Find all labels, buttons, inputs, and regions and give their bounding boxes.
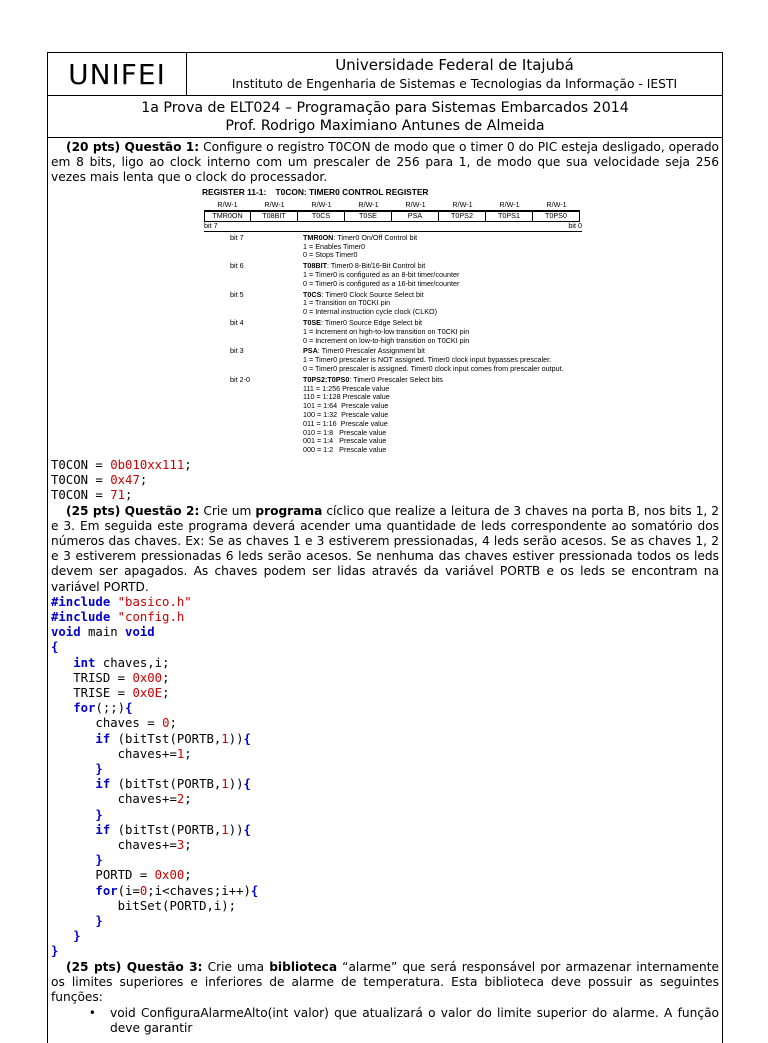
t0con-register-figure xyxy=(202,188,586,455)
bit-description xyxy=(303,376,586,455)
bit-field-name: PSA xyxy=(303,346,318,356)
register-bit-name: T0PS2 xyxy=(439,211,486,222)
register-rw: R/W-1 xyxy=(298,201,345,211)
bit-field-name: T0PS2:T0PS0 xyxy=(303,374,350,384)
question-3-text-rest: “alarme” que será responsável por armazenar internamente os limites superiores e inferiores de alarme de temperatura. Esta biblioteca deve possuir as seguintes funções: xyxy=(51,959,719,1005)
register-bit-name: T0PS1 xyxy=(486,211,533,222)
bit-left-label: bit 7 xyxy=(204,221,218,230)
register-rw: R/W-1 xyxy=(439,201,486,211)
register-rw: R/W-1 xyxy=(204,201,251,211)
bullet-icon: • xyxy=(88,1006,96,1021)
answer-end: ; xyxy=(184,457,192,472)
register-rw: R/W-1 xyxy=(486,201,533,211)
register-label: REGISTER 11-1: xyxy=(202,186,267,197)
bit-option: 1 = Enables Timer0 xyxy=(303,241,366,251)
answer-line xyxy=(51,458,719,473)
bit-field-desc: : Timer0 Prescaler Assignment bit xyxy=(317,346,425,356)
answer-line xyxy=(51,488,719,503)
bit-description xyxy=(303,262,586,288)
register-title xyxy=(202,188,586,197)
bit-field-desc: : Timer0 On/Off Control bit xyxy=(333,232,418,242)
answer-lhs: T0CON = xyxy=(51,488,111,503)
institute-name: Instituto de Engenharia de Sistemas e Tecnologias da Informação - IESTI xyxy=(231,77,678,91)
bullet-text: void ConfiguraAlarmeAlto(int valor) que atualizará o valor do limite superior do alarme. A função deve garantir xyxy=(110,1006,719,1036)
bit-option: 001 = 1:4 Prescale value xyxy=(303,436,387,446)
bit-option: 0 = Increment on low-to-high transition on T0CKI pin xyxy=(303,335,470,345)
bit-description xyxy=(303,319,586,345)
register-rw: R/W-1 xyxy=(392,201,439,211)
bit-option: 100 = 1:32 Prescale value xyxy=(303,409,389,419)
bit-description xyxy=(303,291,586,317)
bit-field-name: T08BIT xyxy=(303,261,327,271)
bit-descriptions xyxy=(202,234,586,455)
bit-option: 0 = Timer0 is configured as a 16-bit timer/counter xyxy=(303,278,460,288)
question-2-text: Crie um xyxy=(203,503,256,518)
question-3-bold: biblioteca xyxy=(269,959,338,974)
question-3-text: Crie uma xyxy=(207,959,270,974)
register-bit-name: T0CS xyxy=(298,211,345,222)
answer-value: 71 xyxy=(110,488,126,503)
register-name: T0CON: TIMER0 CONTROL REGISTER xyxy=(275,186,429,197)
answer-lhs: T0CON = xyxy=(51,457,111,472)
question-2-bold: programa xyxy=(255,503,323,518)
question-2-points: (25 pts) Questão 2: xyxy=(66,503,200,518)
register-bit-row xyxy=(202,234,586,260)
answer-value: 0x47 xyxy=(110,473,140,488)
question-3-points: (25 pts) Questão 3: xyxy=(66,959,203,974)
question-1-text: Configure o registro T0CON de modo que o timer 0 do PIC esteja desligado, operado em 8 bits, ligo ao clock interno com um prescaler de 256 para 1, de modo que sua velocidade seja 256 vezes mais lenta que o clock do processador. xyxy=(51,140,720,185)
answer-line xyxy=(51,473,719,488)
question-1-answers xyxy=(51,458,719,504)
professor-name: Prof. Rodrigo Maximiano Antunes de Almeida xyxy=(225,118,545,134)
bit-option: 011 = 1:16 Prescale value xyxy=(303,418,388,428)
bit-number: bit 3 xyxy=(230,346,244,356)
register-bit-row xyxy=(202,262,586,288)
bit-option: 0 = Stops Timer0 xyxy=(303,250,358,260)
university-name: Universidade Federal de Itajubá xyxy=(335,56,574,74)
question-3 xyxy=(51,960,719,1006)
register-bit-name: T08BIT xyxy=(251,211,298,222)
answer-lhs: T0CON = xyxy=(51,473,111,488)
register-bit-row xyxy=(202,319,586,345)
bit-field-name: TMR0ON xyxy=(303,232,334,242)
register-bit-name: PSA xyxy=(392,211,439,222)
register-bit-name: T0SE xyxy=(345,211,392,222)
bit-option: 1 = Increment on high-to-low transition on T0CKI pin xyxy=(303,326,470,336)
answer-end: ; xyxy=(139,473,148,488)
bit-number: bit 6 xyxy=(230,261,244,271)
bit-option: 000 = 1:2 Prescale value xyxy=(303,445,387,455)
bit-description xyxy=(303,234,586,260)
bit-option: 111 = 1:256 Prescale value xyxy=(303,383,390,393)
register-rw: R/W-1 xyxy=(251,201,298,211)
bit-option: 010 = 1:8 Prescale value xyxy=(303,427,387,437)
bit-number: bit 7 xyxy=(230,232,244,242)
bit-option: 110 = 1:128 Prescale value xyxy=(303,392,390,402)
question-1-points: (20 pts) Questão 1: xyxy=(66,140,200,154)
list-item xyxy=(51,1006,719,1036)
bit-option: 101 = 1:64 Prescale value xyxy=(303,401,389,411)
bit-number: bit 2-0 xyxy=(230,374,250,384)
header-top xyxy=(48,53,722,96)
exam-sheet xyxy=(47,52,723,1043)
register-bit-row xyxy=(202,376,586,455)
question-2-code: #include "basico.h" #include "config.h void main void { int chaves,i; TRISD = 0x00; TRISE = 0x0E; for(;;){ chaves = 0; if (bitTst(PORTB,1)){ chaves+=1; } if (bitTst(PORTB,1)){ chaves+=2; } if (bitTst(PORTB,1)){ chaves+=3; } PORTD = 0x00; for(i=0;i<chaves;i++){ bitSet(PORTD,i); } } } xyxy=(51,594,259,959)
exam-title: 1a Prova de ELT024 – Programação para Sistemas Embarcados 2014 xyxy=(141,100,629,116)
answer-end: ; xyxy=(125,488,133,503)
institution-block xyxy=(187,53,722,95)
register-rw: R/W-1 xyxy=(345,201,392,211)
bit-option: 1 = Transition on T0CKI pin xyxy=(303,298,391,308)
bit-option: 0 = Internal instruction cycle clock (CLKO) xyxy=(303,307,438,317)
bit-field-name: T0CS xyxy=(303,289,322,299)
bit-number: bit 5 xyxy=(230,289,244,299)
register-table xyxy=(204,201,586,222)
university-logo: UNIFEI xyxy=(48,53,187,95)
question-2 xyxy=(51,504,719,595)
register-bit-name: TMR0ON xyxy=(204,211,251,222)
answer-value: 0b010xx111 xyxy=(110,457,185,472)
bit-option: 0 = Timer0 prescaler is assigned. Timer0 clock input comes from prescaler output. xyxy=(303,363,564,373)
register-bit-range xyxy=(204,222,582,232)
register-bit-row xyxy=(202,291,586,317)
bit-field-desc: : Timer0 Clock Source Select bit xyxy=(321,289,424,299)
bit-field-desc: : Timer0 Prescaler Select bits xyxy=(349,374,443,384)
register-rw: R/W-1 xyxy=(533,201,580,211)
register-bit-name: T0PS0 xyxy=(533,211,580,222)
bit-option: 1 = Timer0 is configured as an 8-bit timer/counter xyxy=(303,269,460,279)
register-bit-row xyxy=(202,347,586,373)
exam-content xyxy=(48,138,722,1037)
question-1 xyxy=(51,140,719,186)
bit-option: 1 = Timer0 prescaler is NOT assigned. Timer0 clock input bypasses prescaler. xyxy=(303,355,552,365)
bit-field-name: T0SE xyxy=(303,317,321,327)
bit-description xyxy=(303,347,586,373)
bit-number: bit 4 xyxy=(230,317,244,327)
bit-right-label: bit 0 xyxy=(568,221,582,230)
bit-field-desc: : Timer0 Source Edge Select bit xyxy=(320,317,423,327)
bit-field-desc: : Timer0 8-Bit/16-Bit Control bit xyxy=(326,261,426,271)
question-2-text-rest: cíclico que realize a leitura de 3 chaves na porta B, nos bits 1, 2 e 3. Em seguida este programa deverá acender uma quantidade de leds correspondente ao somatório dos números das chaves. Ex: Se as chaves 1 e 3 estiverem pressionadas, 4 leds serão acesos. Se as chaves 1, 2 e 3 estiverem pressionadas 6 leds serão acesos. Se nenhuma das chaves estiver pressionada todos os leds devem ser apagados. As chaves podem ser lidas através da variável PORTB e os leds se encontram na variável PORTD. xyxy=(51,503,720,594)
header-exam xyxy=(48,96,722,138)
